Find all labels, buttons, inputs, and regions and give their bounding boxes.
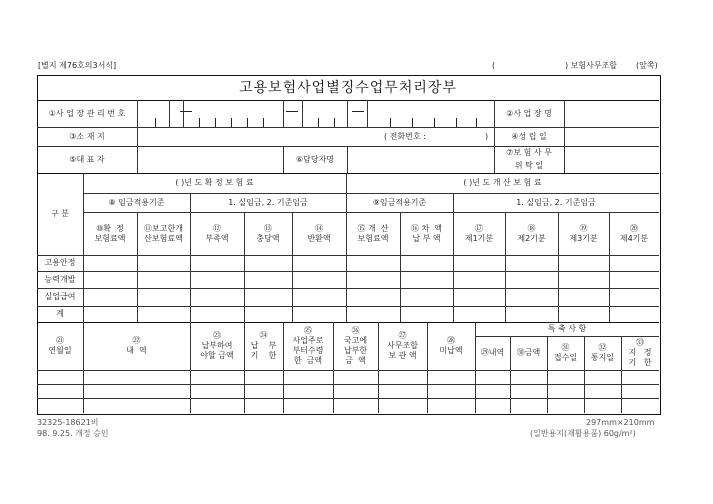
col-period-2: ⑱ 제2기분 [517,223,546,243]
row-employment-stability: 고용안정 [44,258,76,268]
col-unpaid: ㉘ 미납액 [439,336,463,355]
col-received-date: ㉛ 접수일 [553,343,578,362]
paper-type: (일반용지(재활용품) 60g/m²) [530,429,636,438]
special-notes-header: 특 축 사 항 [547,324,587,334]
col-appropriation: ⑬ 충당액 [256,223,280,243]
col-confirmed-premium: ⑩확 정 보험료액 [94,223,126,243]
col-reported-estimate: ⑪보고한개 산보험료액 [144,223,183,243]
form-title: 고용보험사업별징수업무처리장부 [239,79,457,96]
entrust-date-label-2: 위 탁 일 [514,161,544,171]
col-date: ㉑ 연월일 [48,336,72,355]
paper-size: 297mm×210mm [586,418,655,427]
col-period-1: ⑰ 제1기분 [464,223,494,243]
col-union-custody: ㉗ 사무조합 보 관 액 [387,331,418,360]
col-difference-paid: ⑯ 차 액 납 부 액 [410,223,443,243]
biz-name-label: ②사 업 장 명 [506,108,552,118]
established-label: ④성 립 일 [511,131,547,141]
person-in-charge-label: ⑥담당자명 [295,154,335,164]
col-period-3: ⑲ 제3기분 [569,223,598,243]
address-label: ③소 재 지 [69,131,105,141]
row-unemployment-benefit: 실업급여 [44,292,76,302]
open-paren: ( [492,61,496,70]
col-period-4: ⑳ 제4기분 [619,223,649,243]
wage-basis-estimated: ⑨임금적용기준 [372,197,427,207]
form-number: [별지 제76호의3서식] [38,61,117,70]
wage-basis-confirmed: ⑧ 임금적용기준 [108,197,165,207]
approval-note: 98. 9.25. 개정 승인 [37,429,109,438]
biz-mgmt-number-label: ①사 업 장 관 리 번 호 [48,108,126,118]
wage-options-estimated: 1. 실임금, 2. 기준임금 [516,197,596,207]
row-total: 계 [56,309,64,319]
wage-options-confirmed: 1. 실임금, 2. 기준임금 [228,197,308,207]
page-side: (앞쪽) [636,61,658,70]
phone-label: ( 전화번호 : [384,132,426,141]
insurance-union-label: ) 보험사무조합 [565,61,618,70]
col-refund: ⑭ 반환액 [307,223,331,243]
col-received-from-employer: ㉕ 사업주로 부터수령 한 금액 [292,326,324,365]
col-paid-to-treasury: ㉖ 국고에 납부한 금 액 [343,326,368,365]
col-due-date: ㉔ 납 부 기 한 [250,331,277,360]
phone-close: ) [485,132,489,141]
col-special-amount: ㉚금액 [516,348,541,357]
form-code: 32325-18621비 [37,418,99,427]
entrust-date-label-1: ⑦보 험 사 무 [506,148,552,158]
col-amount-due: ㉓ 납부하여 야할 금액 [200,331,234,360]
col-notice-date: ㉜ 통지일 [590,343,615,362]
col-estimated-premium: ⑮ 개 산 보험료액 [357,223,389,243]
division-label: 구 분 [51,209,69,219]
col-special-details: ㉙내역 [480,348,505,357]
estimated-premium-header: ( )년 도 개 산 보 험 료 [463,178,542,188]
row-skills-development: 능력개발 [44,274,76,284]
col-details: ㉒ 내 역 [126,336,147,355]
col-designated-deadline: ㉝ 지 정 기 한 [628,338,652,367]
col-shortage: ⑫ 부족액 [205,223,229,243]
representative-label: ⑤대 표 자 [69,154,105,164]
confirmed-premium-header: ( )년 도 확 정 보 험 료 [175,178,254,188]
